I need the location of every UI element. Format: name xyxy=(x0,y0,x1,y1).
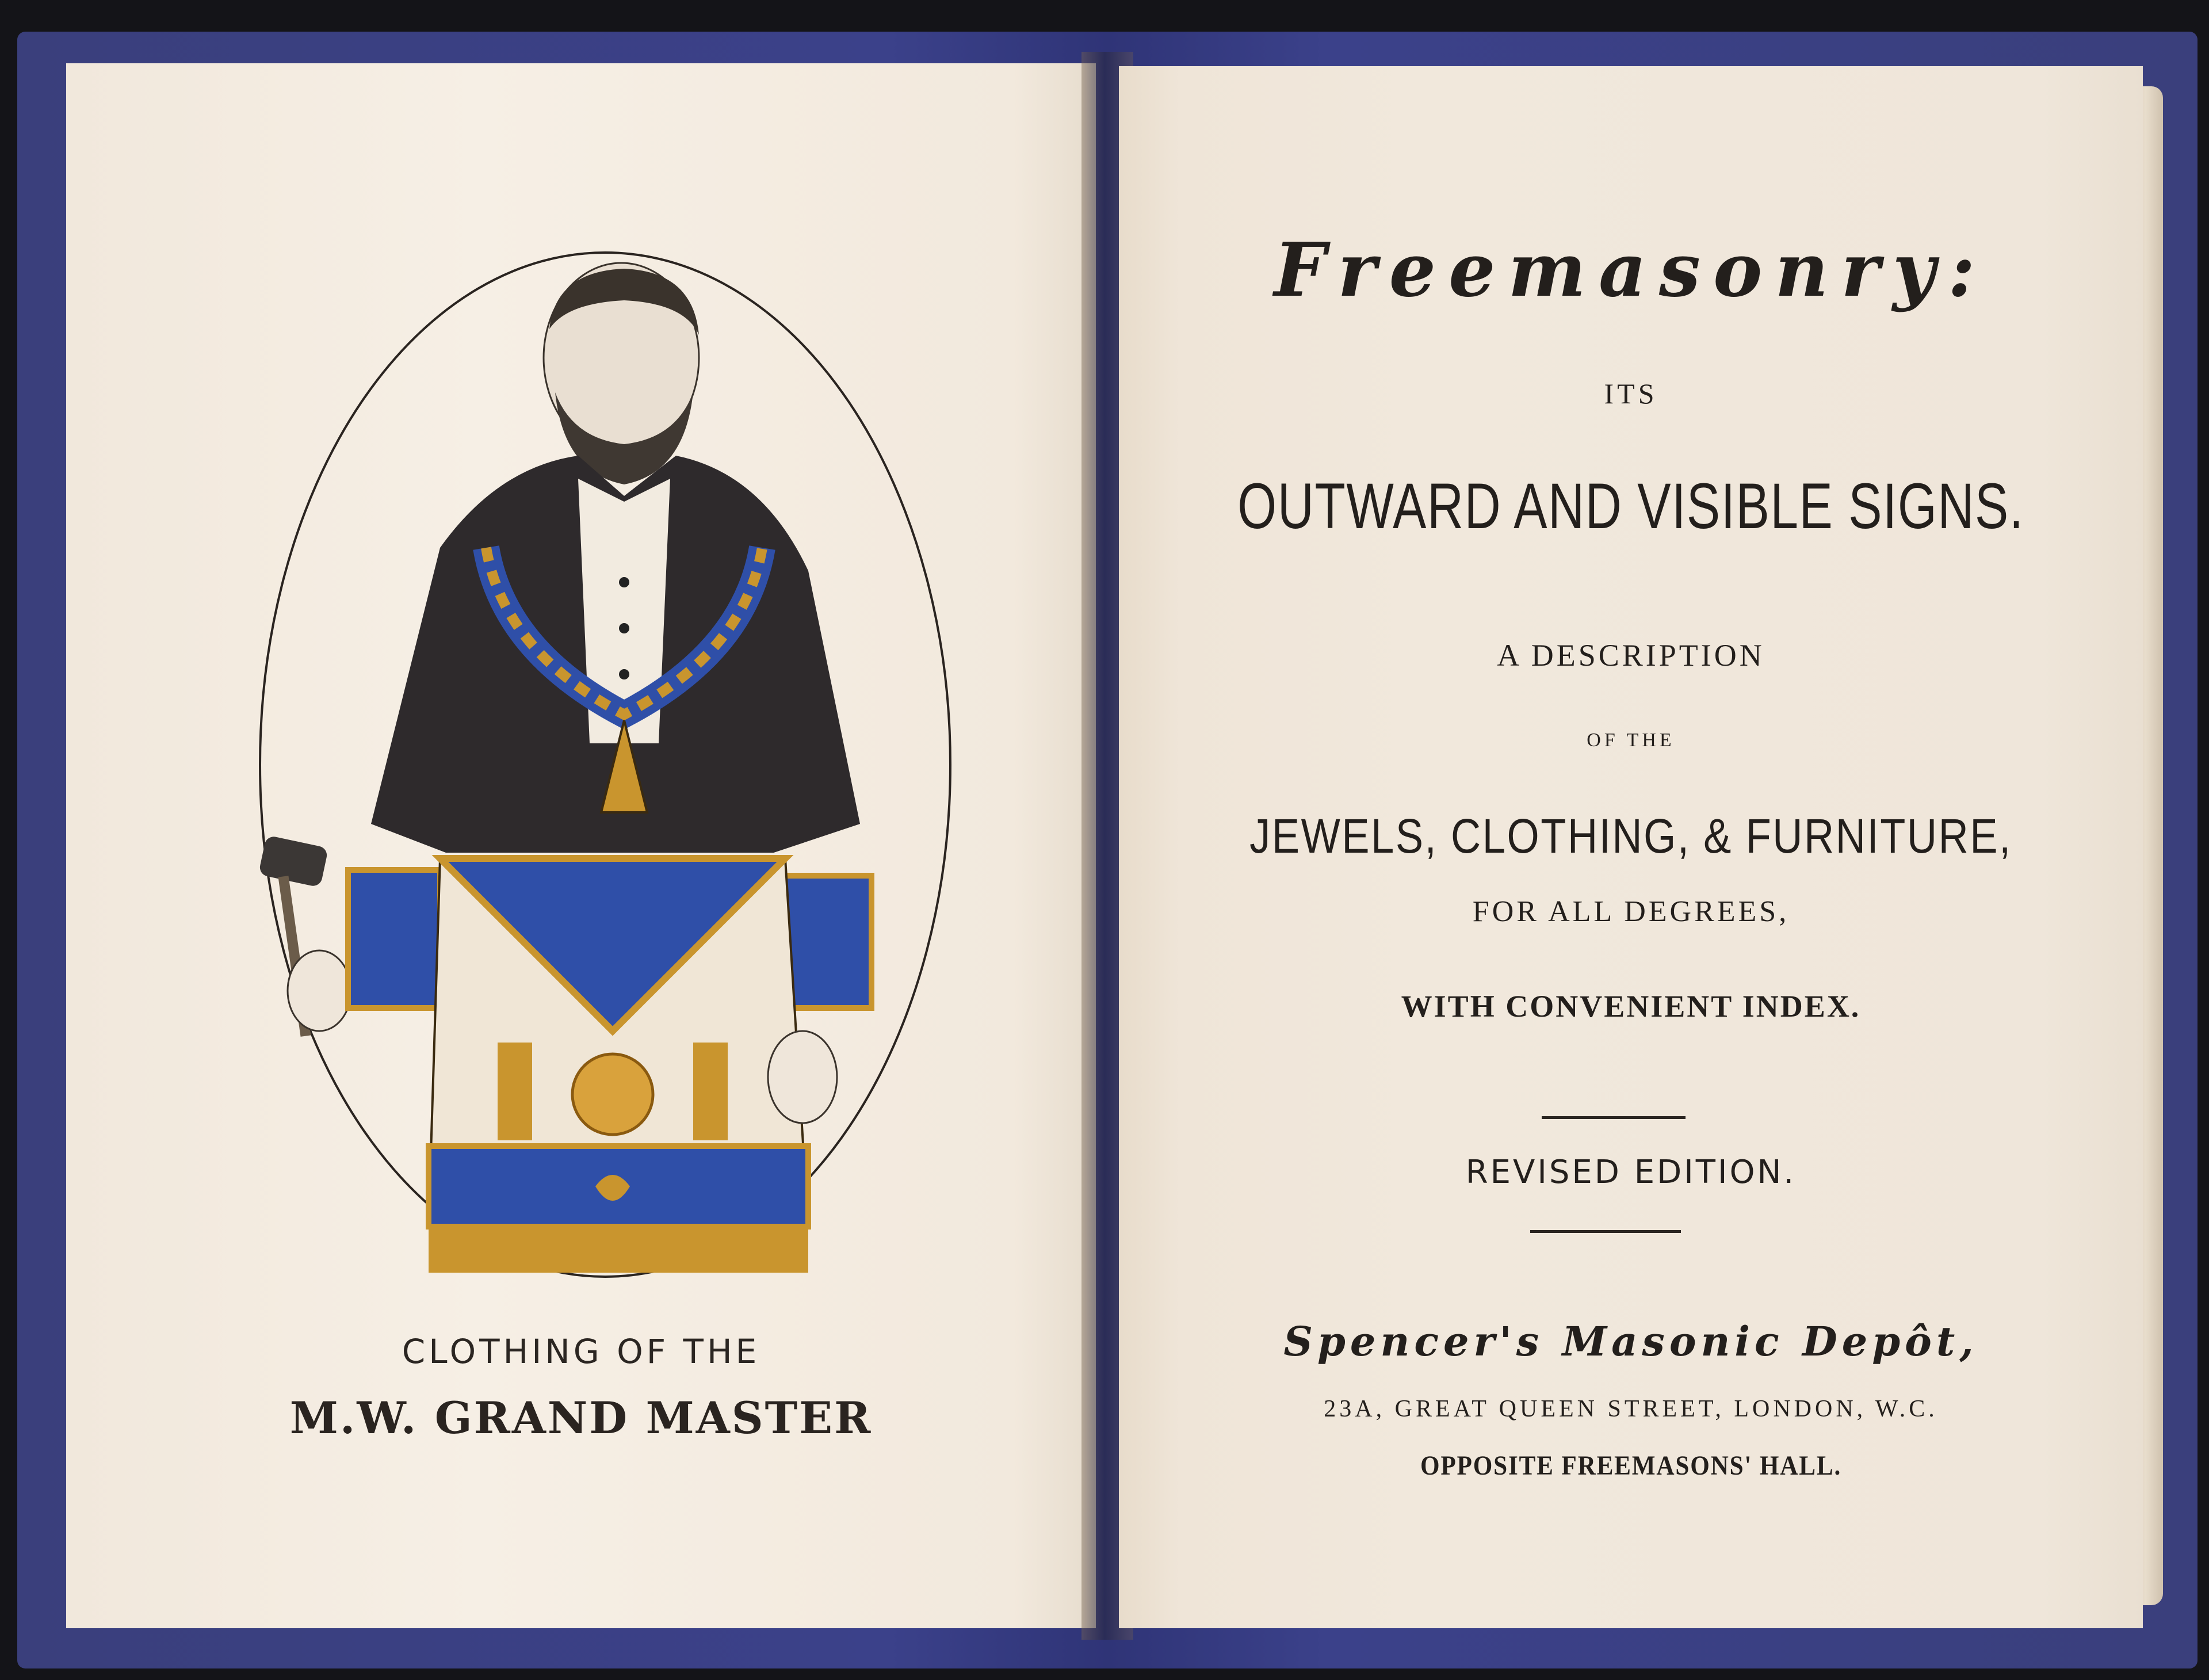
book-title: Freemasonry: xyxy=(1274,227,1988,314)
description-line: A DESCRIPTION xyxy=(1497,638,1765,673)
jewels-line: JEWELS, CLOTHING, & FURNITURE, xyxy=(1249,809,2012,863)
caption-line-2: M.W. GRAND MASTER xyxy=(289,1392,873,1444)
edition-line: REVISED EDITION. xyxy=(1465,1154,1797,1191)
divider-rule xyxy=(1530,1230,1681,1233)
divider-rule xyxy=(1542,1116,1686,1119)
grand-master-illustration xyxy=(256,249,955,1281)
publisher-location: OPPOSITE FREEMASONS' HALL. xyxy=(1420,1450,1842,1481)
frontispiece-portrait xyxy=(256,249,955,1281)
degrees-line: FOR ALL DEGREES, xyxy=(1472,895,1790,928)
publisher-address: 23A, GREAT QUEEN STREET, LONDON, W.C. xyxy=(1324,1396,1938,1422)
main-title: OUTWARD AND VISIBLE SIGNS. xyxy=(1237,470,2024,542)
caption-line-1: CLOTHING OF THE xyxy=(402,1332,760,1371)
of-the-line: OF THE xyxy=(1587,730,1675,751)
publisher-name: Spencer's Masonic Depôt, xyxy=(1283,1318,1978,1365)
index-line: WITH CONVENIENT INDEX. xyxy=(1401,989,1861,1024)
title-its: ITS xyxy=(1604,377,1658,410)
